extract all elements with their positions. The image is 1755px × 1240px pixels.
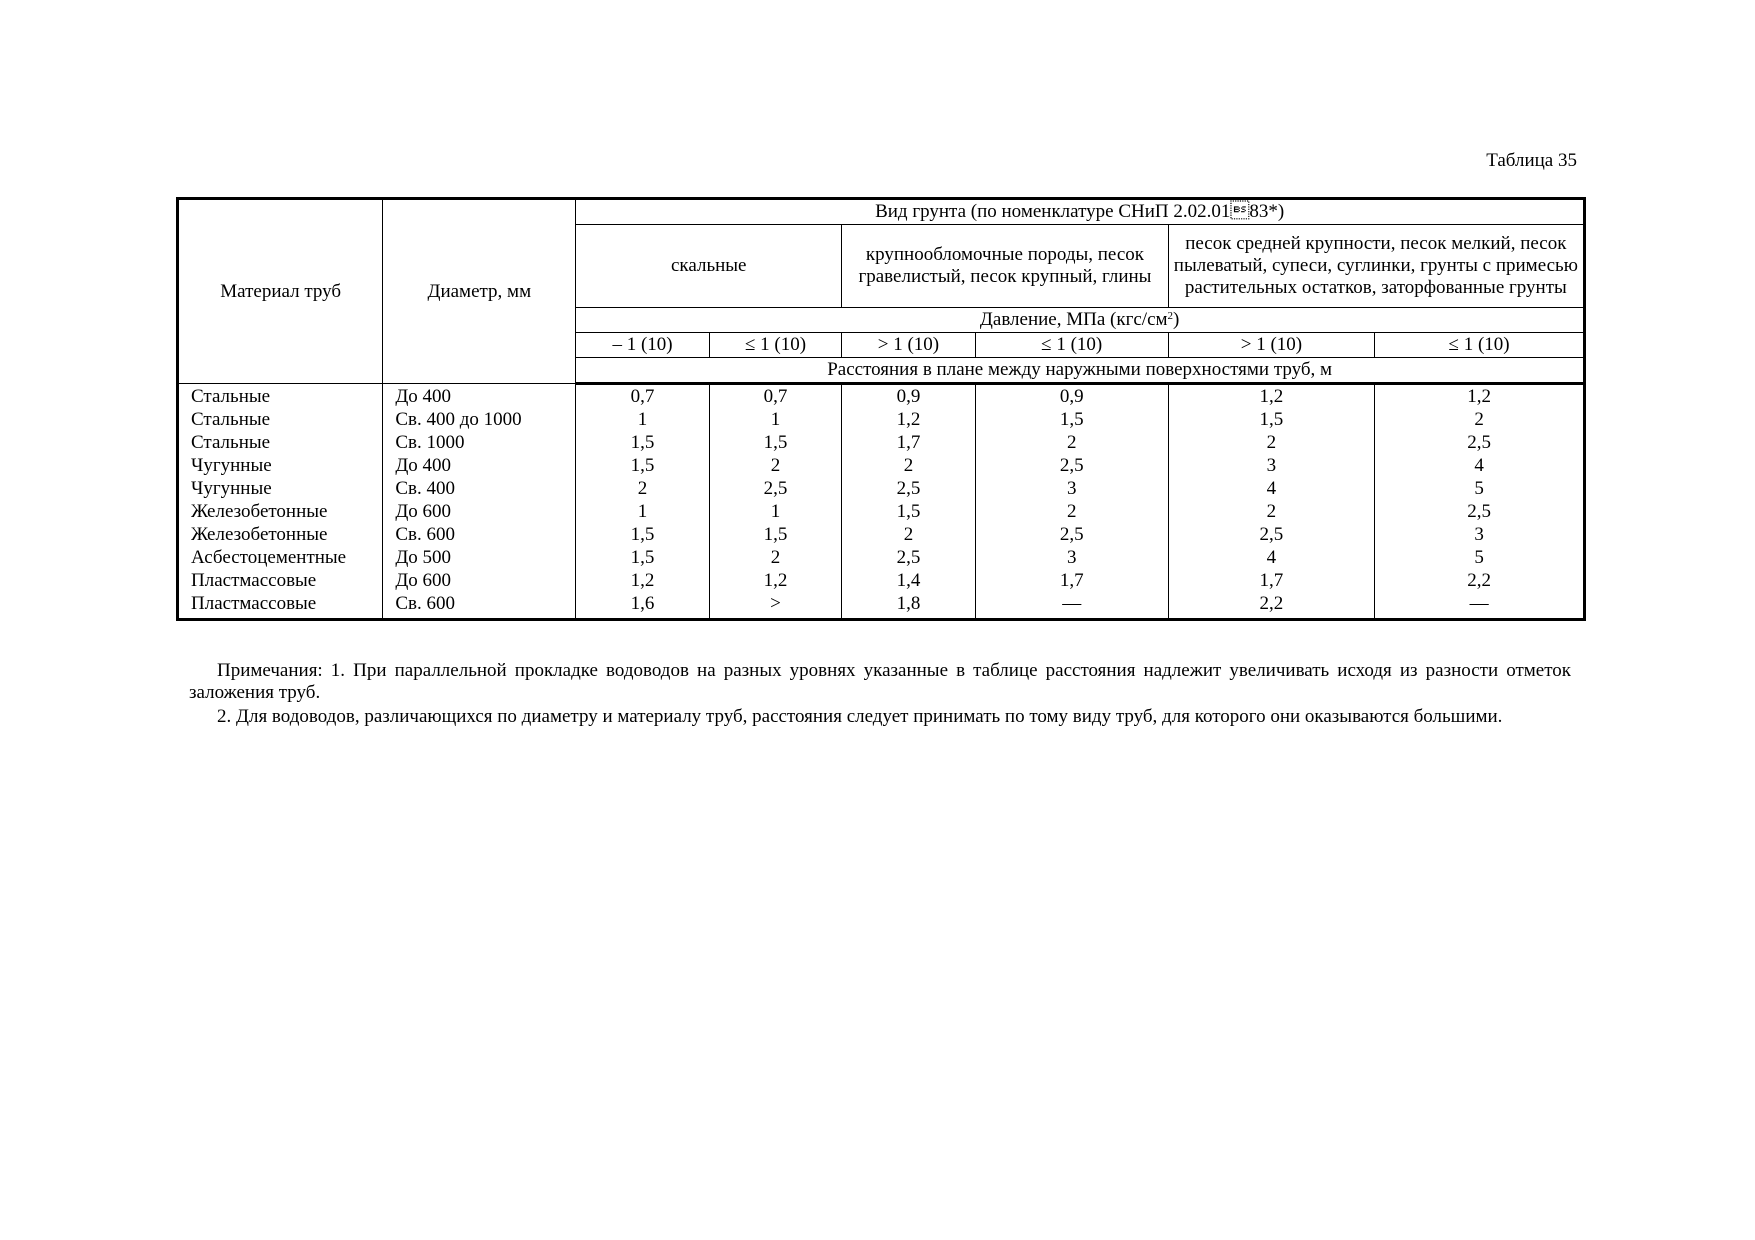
cell-distance: 1,5: [576, 454, 710, 477]
cell-material: Чугунные: [178, 477, 383, 500]
table-row: [178, 431, 1585, 454]
table-row: [178, 384, 1585, 409]
cell-distance: 2: [709, 546, 841, 569]
cell-distance: 2,5: [975, 454, 1168, 477]
cell-distance: 2,5: [975, 523, 1168, 546]
cell-distance: —: [1375, 592, 1585, 620]
cell-distance: 4: [1375, 454, 1585, 477]
note-1: Примечания: 1. При параллельной прокладке водоводов на разных уровнях указанные в таблице расстояния надлежит увеличивать исходя из разности отметок заложения труб.: [189, 660, 1571, 703]
cell-material: Асбестоцементные: [178, 546, 383, 569]
cell-distance: 1,4: [842, 569, 976, 592]
cell-distance: 1,7: [975, 569, 1168, 592]
cell-distance: 1,2: [576, 569, 710, 592]
table-row: [178, 546, 1585, 569]
table-header: [178, 199, 1585, 384]
cell-distance: 2,5: [1375, 431, 1585, 454]
cell-diameter: До 500: [383, 546, 576, 569]
note-2: 2. Для водоводов, различающихся по диаметру и материалу труб, расстояния следует принимать по тому виду труб, для которого они оказываются большими.: [217, 706, 1503, 727]
header-pressure-sup: 2: [1167, 310, 1174, 322]
cell-distance: 2: [842, 454, 976, 477]
cell-distance: 0,9: [975, 384, 1168, 409]
cell-distance: 2,5: [1375, 500, 1585, 523]
cell-distance: 4: [1168, 477, 1374, 500]
header-pressure-value: > 1 (10): [842, 333, 976, 358]
cell-distance: 2,5: [709, 477, 841, 500]
cell-distance: 1,7: [1168, 569, 1374, 592]
cell-distance: 5: [1375, 477, 1585, 500]
cell-distance: 1,8: [842, 592, 976, 620]
cell-distance: 1: [709, 500, 841, 523]
cell-material: Пластмассовые: [178, 592, 383, 620]
cell-distance: 1,5: [576, 523, 710, 546]
header-pressure-value: ≤ 1 (10): [975, 333, 1168, 358]
cell-distance: 3: [1375, 523, 1585, 546]
header-soil-group-fine: песок средней крупности, песок мелкий, песок пылеватый, супеси, суглинки, грунты с примесью растительных остатков, заторфованные грунты: [1168, 225, 1584, 308]
cell-distance: 2: [1375, 408, 1585, 431]
cell-diameter: До 600: [383, 500, 576, 523]
cell-material: Железобетонные: [178, 523, 383, 546]
cell-distance: 2: [975, 431, 1168, 454]
cell-distance: 1: [576, 500, 710, 523]
cell-material: Железобетонные: [178, 500, 383, 523]
header-material: Материал труб: [178, 199, 383, 384]
cell-distance: 2: [1168, 431, 1374, 454]
cell-distance: 3: [1168, 454, 1374, 477]
cell-material: Стальные: [178, 431, 383, 454]
cell-distance: >: [709, 592, 841, 620]
cell-distance: 2: [576, 477, 710, 500]
table-row: [178, 569, 1585, 592]
cell-distance: 1,5: [975, 408, 1168, 431]
cell-distance: 3: [975, 546, 1168, 569]
cell-distance: 1: [709, 408, 841, 431]
cell-distance: 1,7: [842, 431, 976, 454]
header-pressure: [576, 308, 1585, 333]
header-distance: Расстояния в плане между наружными поверхностями труб, м: [576, 358, 1585, 384]
cell-diameter: Св. 400 до 1000: [383, 408, 576, 431]
cell-distance: 2: [709, 454, 841, 477]
cell-diameter: До 400: [383, 454, 576, 477]
table-row: [178, 592, 1585, 620]
cell-distance: 4: [1168, 546, 1374, 569]
cell-distance: 2,5: [842, 546, 976, 569]
cell-distance: 3: [975, 477, 1168, 500]
cell-distance: 1,2: [1375, 384, 1585, 409]
header-pressure-value: > 1 (10): [1168, 333, 1374, 358]
cell-distance: 1,5: [709, 431, 841, 454]
table-row: [178, 523, 1585, 546]
cell-distance: 0,7: [576, 384, 710, 409]
table-row: [178, 500, 1585, 523]
cell-material: Стальные: [178, 408, 383, 431]
cell-distance: 5: [1375, 546, 1585, 569]
cell-distance: 0,9: [842, 384, 976, 409]
table-caption: Таблица 35: [1486, 150, 1577, 171]
cell-material: Стальные: [178, 384, 383, 409]
cell-distance: 2: [1168, 500, 1374, 523]
cell-diameter: Св. 400: [383, 477, 576, 500]
header-soil-group-rock: скальные: [576, 225, 842, 308]
cell-material: Чугунные: [178, 454, 383, 477]
cell-material: Пластмассовые: [178, 569, 383, 592]
cell-distance: 0,7: [709, 384, 841, 409]
cell-diameter: Св. 600: [383, 592, 576, 620]
header-pressure-value: ‒ 1 (10): [576, 333, 710, 358]
header-pressure-value: ≤ 1 (10): [1375, 333, 1585, 358]
cell-diameter: До 600: [383, 569, 576, 592]
notes: [189, 660, 1571, 730]
cell-distance: 1: [576, 408, 710, 431]
cell-diameter: До 400: [383, 384, 576, 409]
header-diameter: Диаметр, мм: [383, 199, 576, 384]
table-row: [178, 454, 1585, 477]
cell-distance: 2: [842, 523, 976, 546]
cell-distance: 2,2: [1168, 592, 1374, 620]
cell-distance: 2,5: [842, 477, 976, 500]
header-pressure-end: ): [1173, 309, 1180, 330]
header-pressure-text: Давление, МПа (кгс/см: [979, 309, 1168, 330]
cell-distance: 1,2: [1168, 384, 1374, 409]
cell-distance: 1,5: [709, 523, 841, 546]
cell-distance: 1,6: [576, 592, 710, 620]
table-row: [178, 477, 1585, 500]
cell-distance: 1,5: [1168, 408, 1374, 431]
header-soil-type: Вид грунта (по номенклатуре СНиП 2.02.0183*): [576, 199, 1585, 225]
cell-distance: 2: [975, 500, 1168, 523]
cell-distance: 2,5: [1168, 523, 1374, 546]
pipe-distance-table: [176, 197, 1586, 621]
cell-distance: 1,5: [842, 500, 976, 523]
table-body: [178, 384, 1585, 620]
cell-distance: —: [975, 592, 1168, 620]
cell-distance: 1,5: [576, 546, 710, 569]
cell-distance: 1,2: [842, 408, 976, 431]
table-row: [178, 408, 1585, 431]
cell-distance: 2,2: [1375, 569, 1585, 592]
cell-distance: 1,5: [576, 431, 710, 454]
cell-diameter: Св. 600: [383, 523, 576, 546]
header-soil-group-coarse: крупнообломочные породы, песок гравелистый, песок крупный, глины: [842, 225, 1169, 308]
cell-diameter: Св. 1000: [383, 431, 576, 454]
cell-distance: 1,2: [709, 569, 841, 592]
header-pressure-value: ≤ 1 (10): [709, 333, 841, 358]
